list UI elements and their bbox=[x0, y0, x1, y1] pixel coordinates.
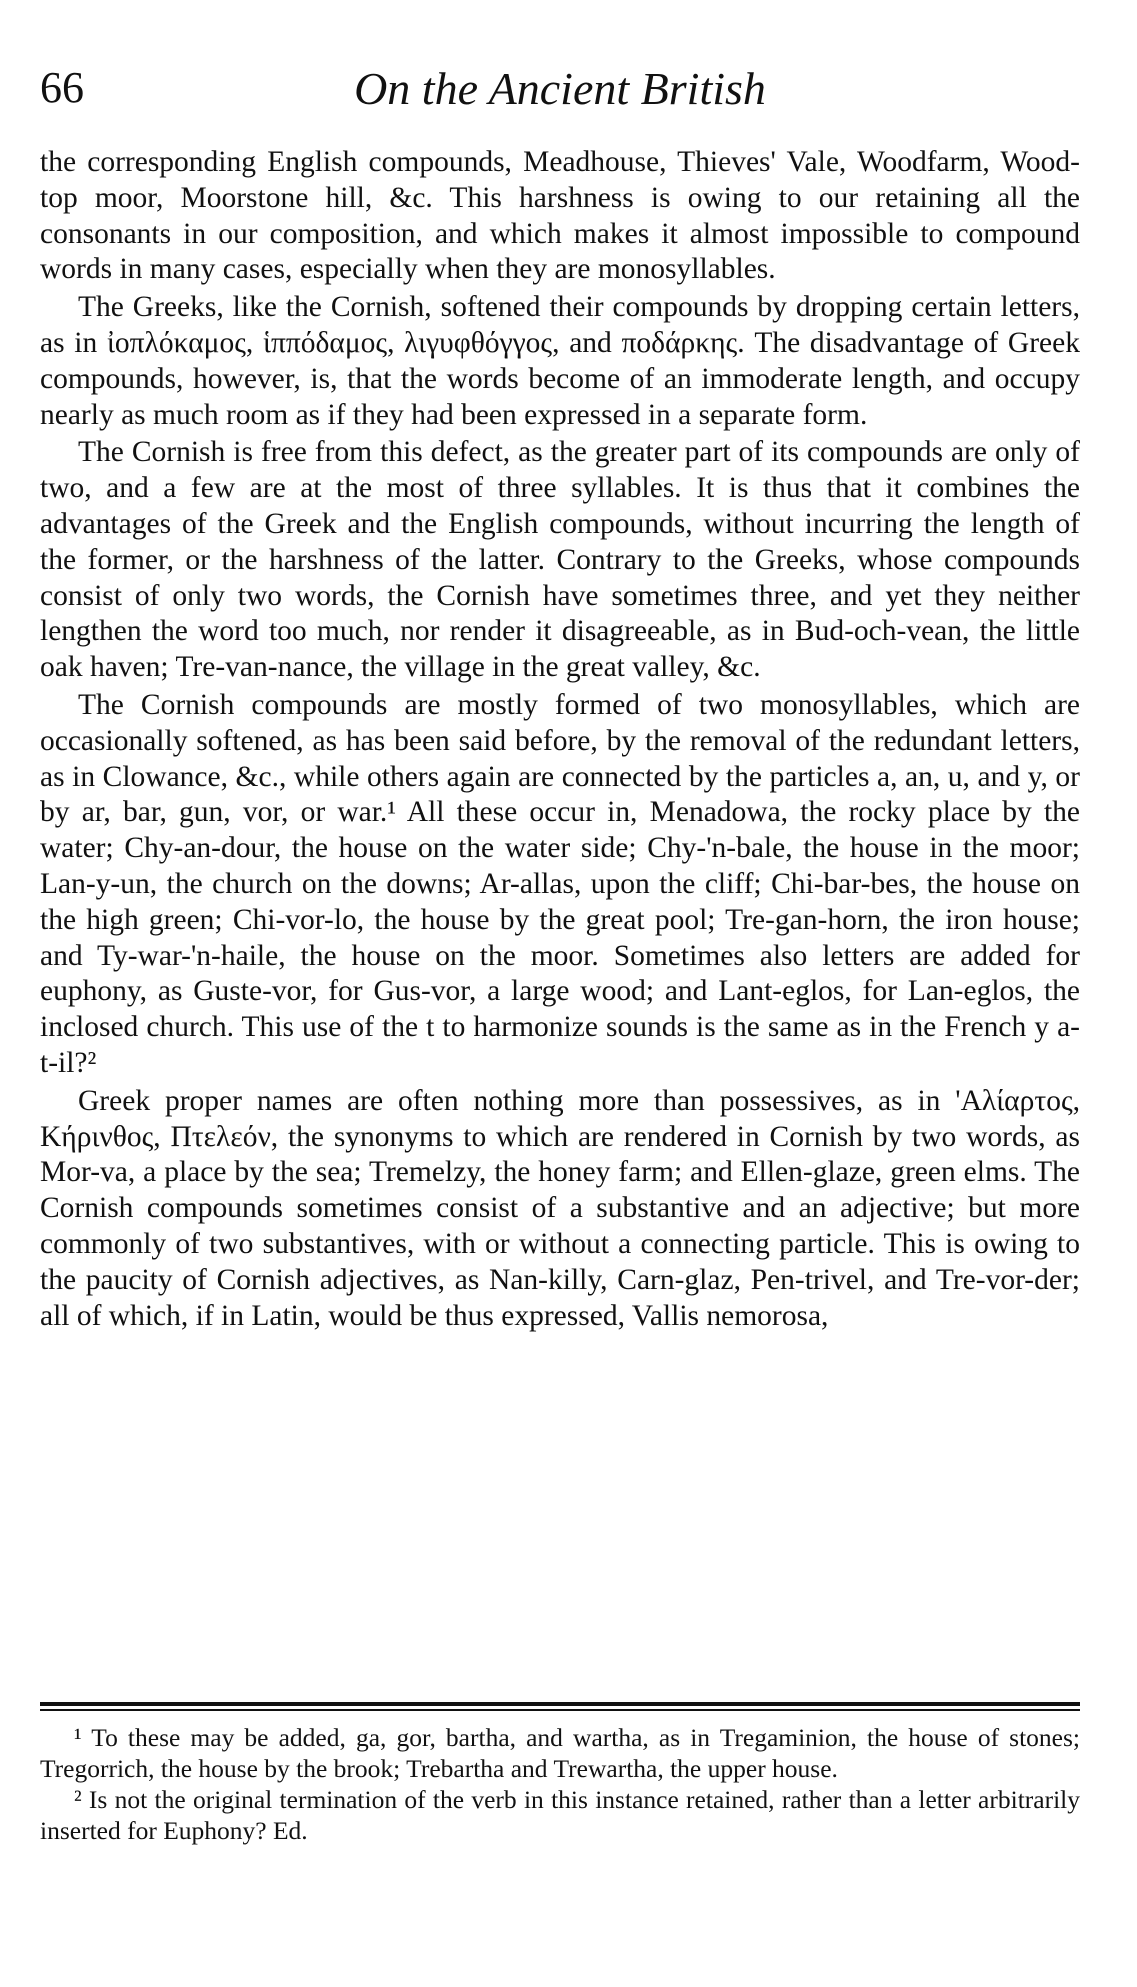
paragraph-5: Greek proper names are often nothing more than possessives, as in 'Αλίαρτος, Κήρινθος, Πτελεόν, the synonyms to which are rendered in Cornish by two words, as Mor-va, a place by the sea; Tremelzy, the honey farm; and Ellen-glaze, green elms. The Cornish compounds sometimes consist of a substantive and an adjective; but more commonly of two substantives, with or without a connecting particle. This is owing to the paucity of Cornish adjectives, as Nan-killy, Carn-glaz, Pen-trivel, and Tre-vor-der; all of which, if in Latin, would be thus expressed, Vallis nemorosa, bbox=[40, 1084, 1080, 1332]
footnote-rule-thick bbox=[40, 1702, 1080, 1706]
running-title: On the Ancient British bbox=[354, 63, 766, 114]
paragraph-1: the corresponding English compounds, Meadhouse, Thieves' Vale, Woodfarm, Wood-top moor, Moorstone hill, &c. This harshness is owing to our retaining all the consonants in our composition, and which makes it almost impossible to compound words in many cases, especially when they are monosyllables. bbox=[40, 146, 1080, 286]
paragraph-2: The Greeks, like the Cornish, softened their compounds by dropping certain letters, as in ἰοπλόκαμος, ἱππόδαμος, λιγυφθόγγος, and ποδάρκης. The disadvantage of Greek compounds, however, is, that the words become of an immoderate length, and occupy nearly as much room as if they had been expressed in a separate form. bbox=[40, 291, 1080, 431]
page-number: 66 bbox=[40, 63, 84, 112]
footnote-rule-thin bbox=[40, 1709, 1080, 1711]
footnote-1: ¹ To these may be added, ga, gor, bartha, and wartha, as in Tregaminion, the house of stones; Tregorrich, the house by the brook; Trebartha and Trewartha, the upper house. bbox=[40, 1723, 1080, 1783]
paragraph-4: The Cornish compounds are mostly formed of two monosyllables, which are occasionally softened, as has been said before, by the removal of the redundant letters, as in Clowance, &c., while others again are connected by the particles a, an, u, and y, or by ar, bar, gun, vor, or war.¹ All these occur in, Menadowa, the rocky place by the water; Chy-an-dour, the house on the water side; Chy-'n-bale, the house in the moor; Lan-y-un, the church on the downs; Ar-allas, upon the cliff; Chi-bar-bes, the house on the high green; Chi-vor-lo, the house by the great pool; Tre-gan-horn, the iron house; and Ty-war-'n-haile, the house on the moor. Sometimes also letters are added for euphony, as Guste-vor, for Gus-vor, a large wood; and Lant-eglos, for Lan-eglos, the inclosed church. This use of the t to harmonize sounds is the same as in the French y a-t-il?² bbox=[40, 688, 1080, 1079]
body-text bbox=[40, 145, 1080, 1334]
paragraph-3: The Cornish is free from this defect, as the greater part of its compounds are only of two, and a few are at the most of three syllables. It is thus that it combines the advantages of the Greek and the English compounds, without incurring the length of the former, or the harshness of the latter. Contrary to the Greeks, whose compounds consist of only two words, the Cornish have sometimes three, and yet they neither lengthen the word too much, nor render it disagreeable, as in Bud-och-vean, the little oak haven; Tre-van-nance, the village in the great valley, &c. bbox=[40, 436, 1080, 684]
footnote-2: ² Is not the original termination of the verb in this instance retained, rather than a letter arbitrarily inserted for Euphony? Ed. bbox=[40, 1785, 1080, 1845]
page-header bbox=[40, 62, 1080, 122]
footnotes bbox=[40, 1722, 1080, 1846]
